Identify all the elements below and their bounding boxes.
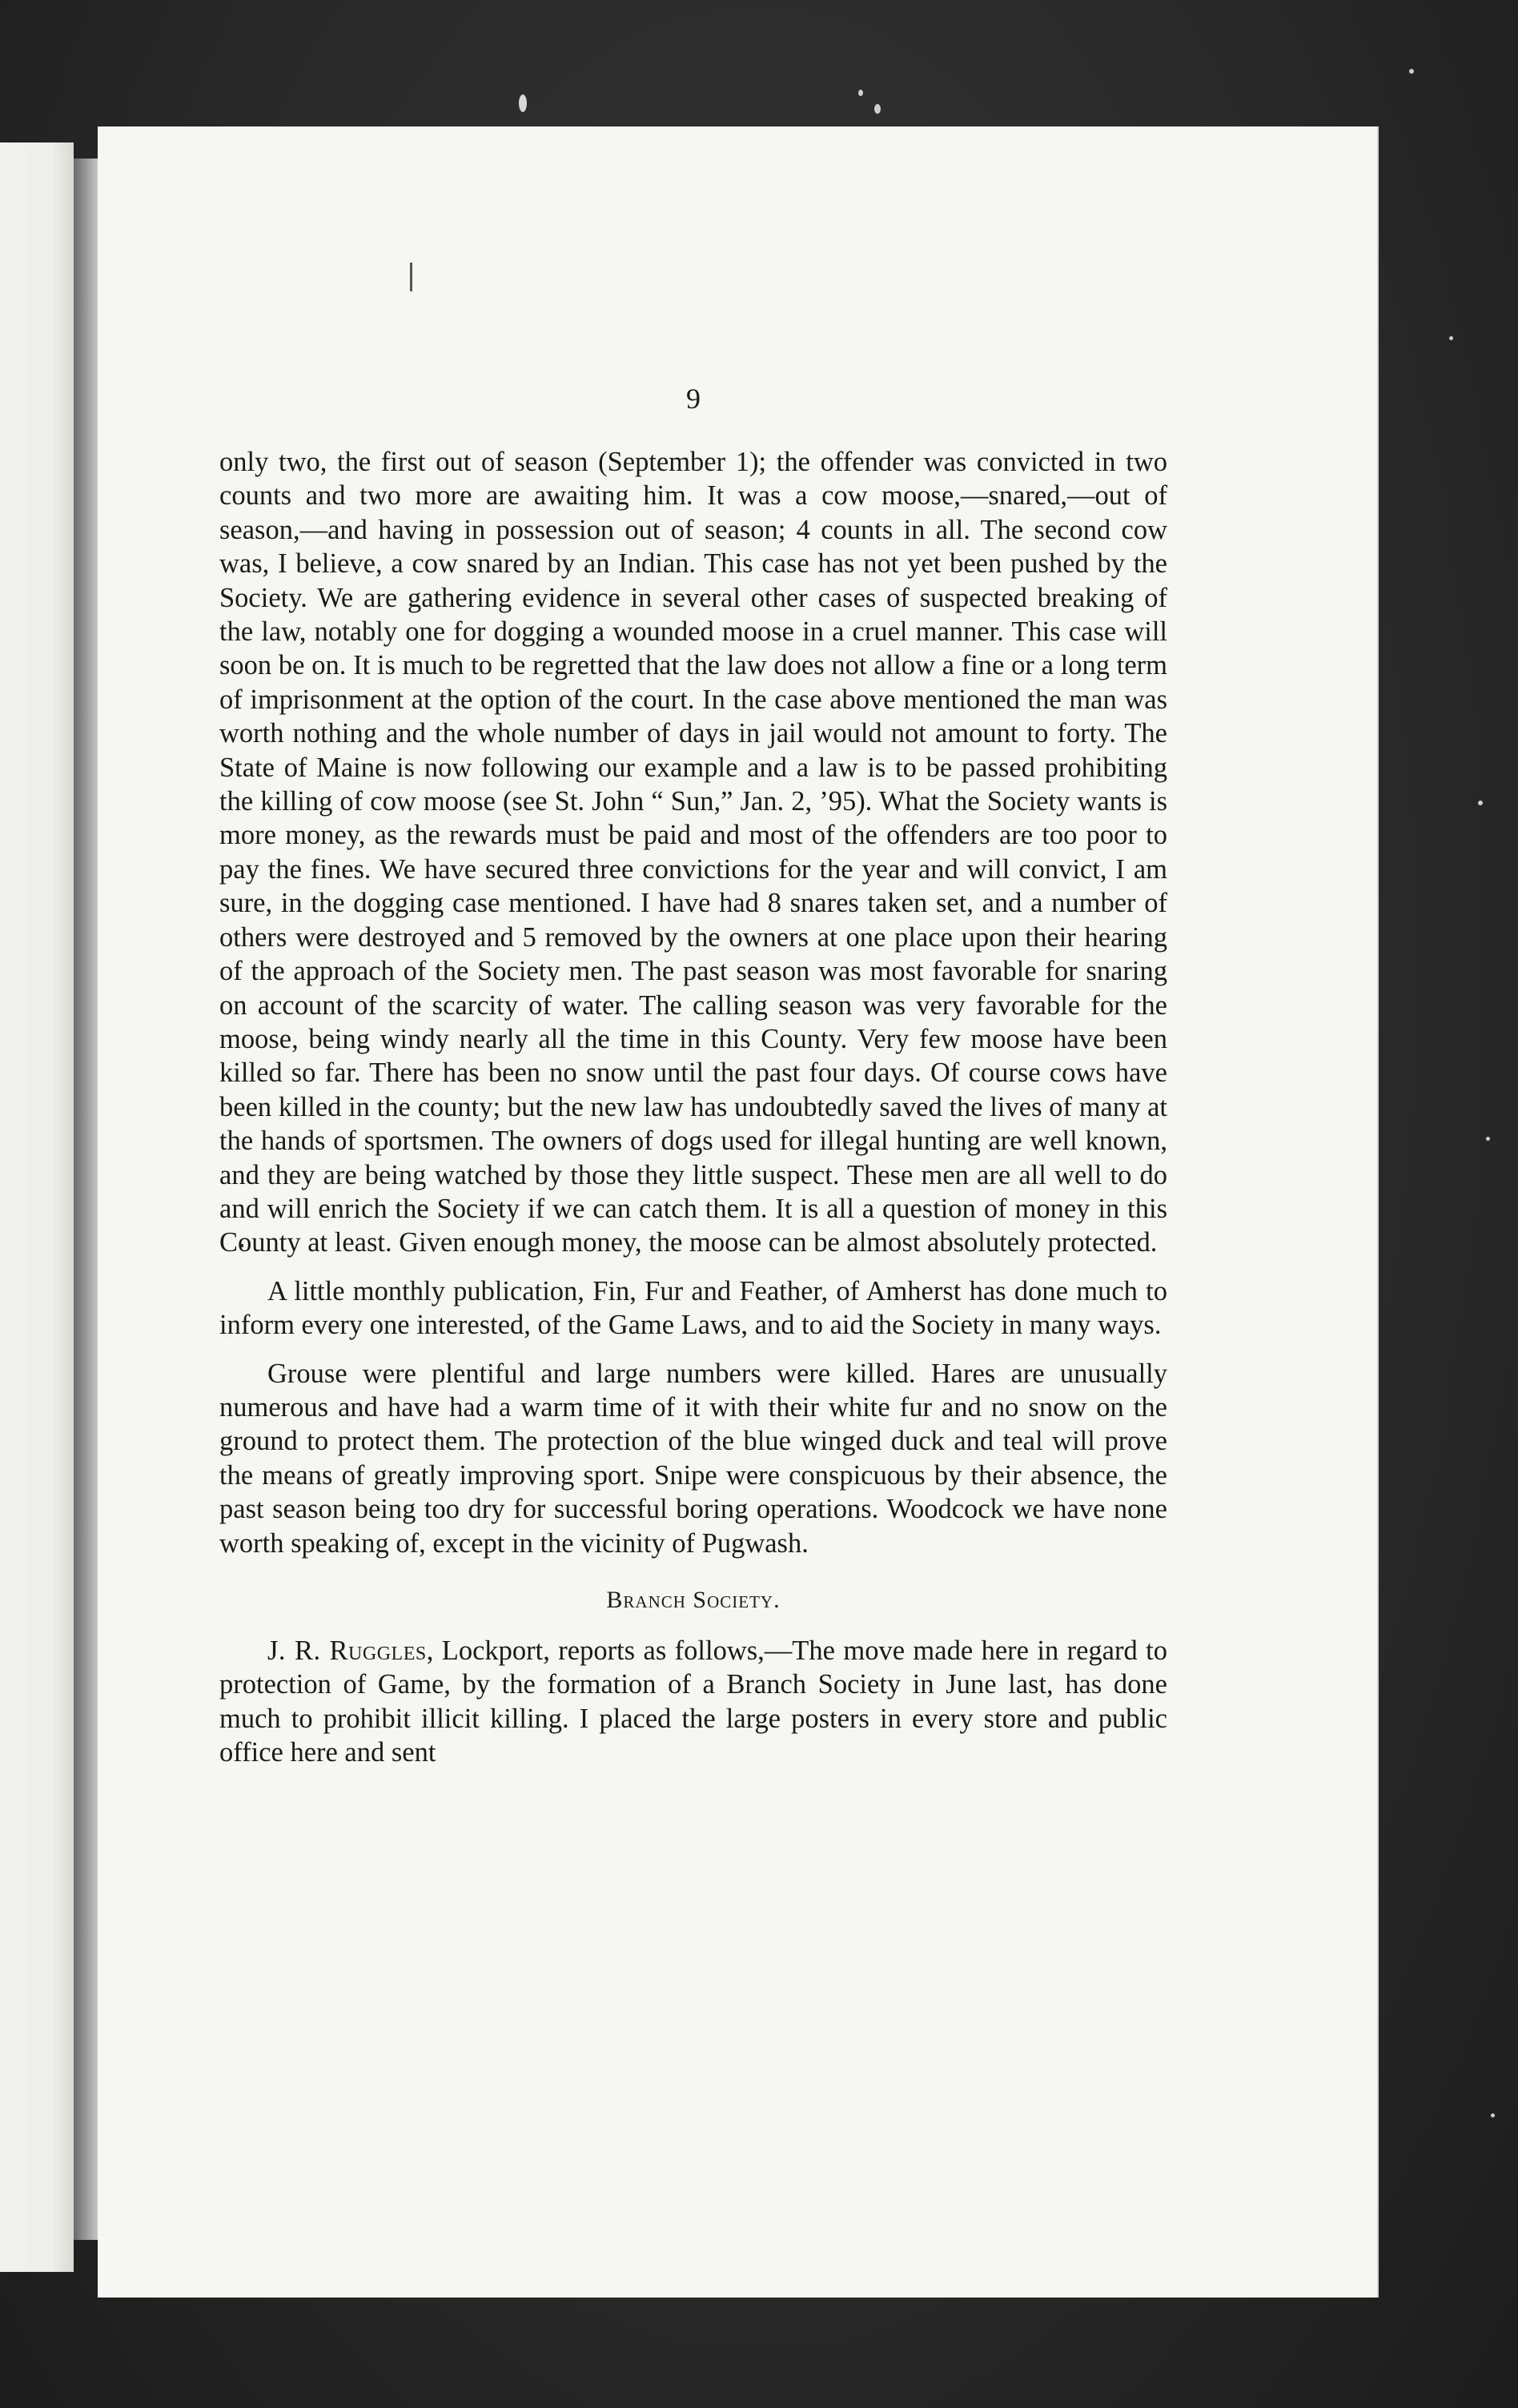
- reporter-name: J. R. Ruggles: [267, 1635, 427, 1666]
- dust-speck: [858, 90, 863, 96]
- paragraph-text: , Lockport, reports as follows,—The move made here in regard to protection of Game, by the formation of a Branch Society in June last, has done much to prohibit illicit killing. I placed the large posters in every store and public office here and sent: [219, 1635, 1167, 1768]
- page-content: [219, 383, 1167, 1770]
- dust-speck: [874, 104, 881, 114]
- dust-speck: [1478, 801, 1483, 805]
- body-paragraph: only two, the first out of season (September 1); the offender was convicted in two counts and two more are awaiting him. It was a cow moose,—snared,—out of season,—and having in possession out of season; 4 counts in all. The second cow was, I believe, a cow snared by an Indian. This case has not yet been pushed by the Society. We are gathering evidence in several other cases of suspected breaking of the law, notably one for dogging a wounded moose in a cruel manner. This case will soon be on. It is much to be regretted that the law does not allow a fine or a long term of imprisonment at the option of the court. In the case above mentioned the man was worth nothing and the whole number of days in jail would not amount to forty. The State of Maine is now following our example and a law is to be passed prohibiting the killing of cow moose (see St. John “ Sun,” Jan. 2, ’95). What the Society wants is more money, as the rewards must be paid and most of the offenders are too poor to pay the fines. We have secured three convictions for the year and will convict, I am sure, in the dogging case mentioned. I have had 8 snares taken set, and a number of others were destroyed and 5 removed by the owners at one place upon their hearing of the approach of the Society men. The past season was most favorable for snaring on account of the scarcity of water. The calling season was very favorable for the moose, being windy nearly all the time in this County. Very few moose have been killed so far. There has been no snow until the past four days. Of course cows have been killed in the county; but the new law has undoubtedly saved the lives of many at the hands of sportsmen. The owners of dogs used for illegal hunting are well known, and they are being watched by those they little suspect. These men are all well to do and will enrich the Society if we can catch them. It is all a question of money in this County at least. Given enough money, the moose can be almost absolutely protected.: [219, 447, 1167, 1258]
- dust-speck: [1449, 336, 1453, 340]
- dust-speck: [1486, 1137, 1490, 1141]
- document-page: [98, 126, 1377, 2298]
- dust-speck: [1491, 2113, 1495, 2117]
- page-number: 9: [686, 383, 701, 415]
- dust-speck: [1409, 69, 1414, 74]
- body-paragraph: Grouse were plentiful and large numbers were killed. Hares are unusually numerous and have had a warm time of it with their white fur and no snow on the ground to protect them. The protection of the blue winged duck and teal will prove the means of greatly improving sport. Snipe were conspicuous by their absence, the past season being too dry for successful boring operations. Woodcock we have none worth speaking of, except in the vicinity of Pugwash.: [219, 1358, 1167, 1559]
- body-paragraph: [219, 1634, 1167, 1770]
- ink-mark: [410, 263, 412, 291]
- body-paragraph: A little monthly publication, Fin, Fur and Feather, of Amherst has done much to inform every one interested, of the Game Laws, and to aid the Society in many ways.: [219, 1275, 1167, 1341]
- previous-page-edge: [0, 142, 74, 2272]
- section-heading: Branch Society.: [606, 1587, 781, 1613]
- dust-speck: [519, 94, 527, 112]
